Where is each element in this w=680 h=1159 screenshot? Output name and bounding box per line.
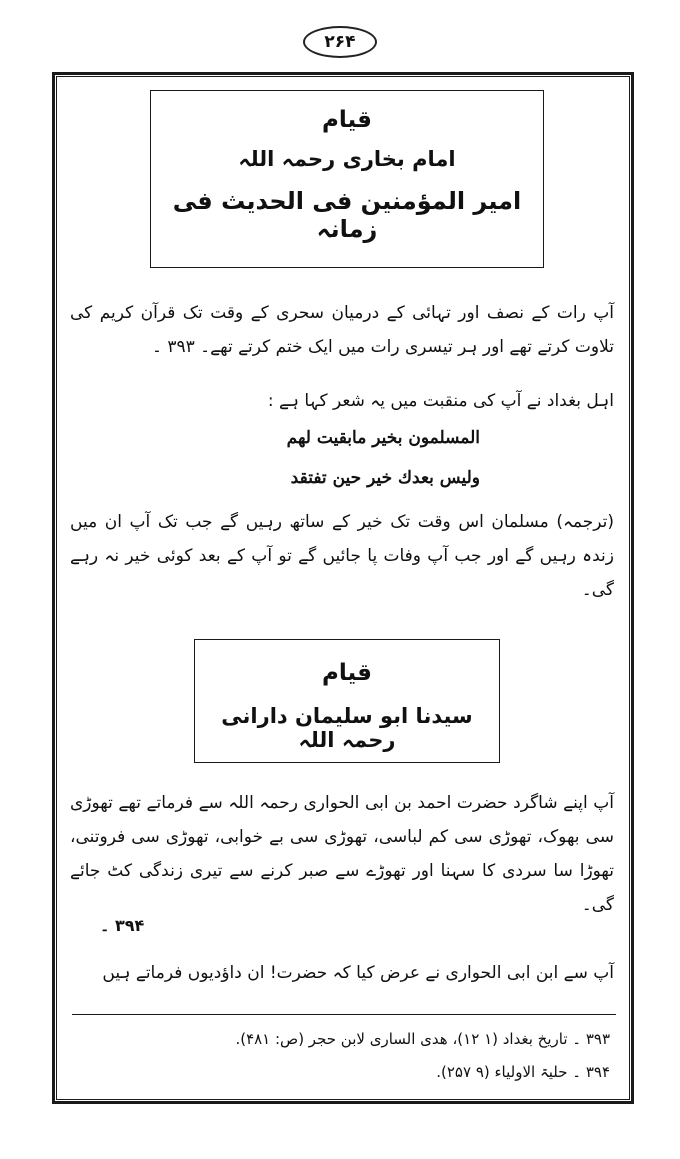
reference-number-394: ۳۹۴ ۔ bbox=[100, 916, 145, 935]
heading-title: قیام bbox=[322, 107, 372, 133]
paragraph-ibn-abi-hawari: آپ سے ابن ابی الحواری نے عرض کیا کہ حضرت! ان داؤدیوں فرماتے ہیں bbox=[102, 963, 614, 983]
paragraph-baghdad-intro: اہل بغداد نے آپ کی منقبت میں یہ شعر کہا ہے : bbox=[267, 391, 614, 411]
paragraph-translation: (ترجمہ) مسلمان اس وقت تک خیر کے ساتھ رہیں گے جب تک آپ ان میں زندہ رہیں گے اور جب آپ وفات پا جائیں گے تو آپ کے بعد کوئی خیر نہ رہے گی۔ bbox=[70, 512, 614, 600]
page-number: ۲۶۴ bbox=[303, 26, 377, 58]
footnote-393: ۳۹۳ ۔ تاریخ بغداد (۱ ۱۲)، هدى السارى لابن حجر (ص: ۴۸۱). bbox=[235, 1030, 610, 1048]
footnote-divider bbox=[72, 1014, 616, 1015]
heading-subtitle: امام بخاری رحمہ اللہ bbox=[238, 147, 456, 171]
section-heading-darani bbox=[194, 639, 500, 763]
heading-subtitle-2: سیدنا ابو سلیمان دارانی رحمہ اللہ bbox=[221, 704, 473, 752]
paragraph-darani-advice: آپ اپنے شاگرد حضرت احمد بن ابی الحواری رحمہ اللہ سے فرماتے تھے تھوڑی سی بھوک، تھوڑی سی کم لباسی، تھوڑی سی بے خوابی، تھوڑی سی فروتنی، تھوڑا سا سردی کا سہنا اور تھوڑے سے صبر کرنے سے تیری زندگی کٹ جائے گی۔ bbox=[70, 793, 614, 915]
arabic-verse-line-1: المسلمون بخير مابقيت لهم bbox=[286, 428, 480, 448]
footnote-394: ۳۹۴ ۔ حلیۃ الاولیاء (۹ ۲۵۷). bbox=[436, 1063, 610, 1081]
paragraph-night-recitation: آپ رات کے نصف اور تہائی کے درمیان سحری کے وقت تک قرآن کریم کی تلاوت کرتے تھے اور ہر تیسری رات میں ایک ختم کرتے تھے۔ ۳۹۳ ۔ bbox=[70, 303, 614, 357]
heading-title-2: قیام bbox=[322, 660, 372, 686]
section-heading-bukhari bbox=[150, 90, 544, 268]
heading-epithet: امیر المؤمنین فی الحدیث فی زمانہ bbox=[172, 187, 522, 243]
arabic-verse-line-2: وليس بعدك خير حين تفتقد bbox=[290, 468, 480, 488]
